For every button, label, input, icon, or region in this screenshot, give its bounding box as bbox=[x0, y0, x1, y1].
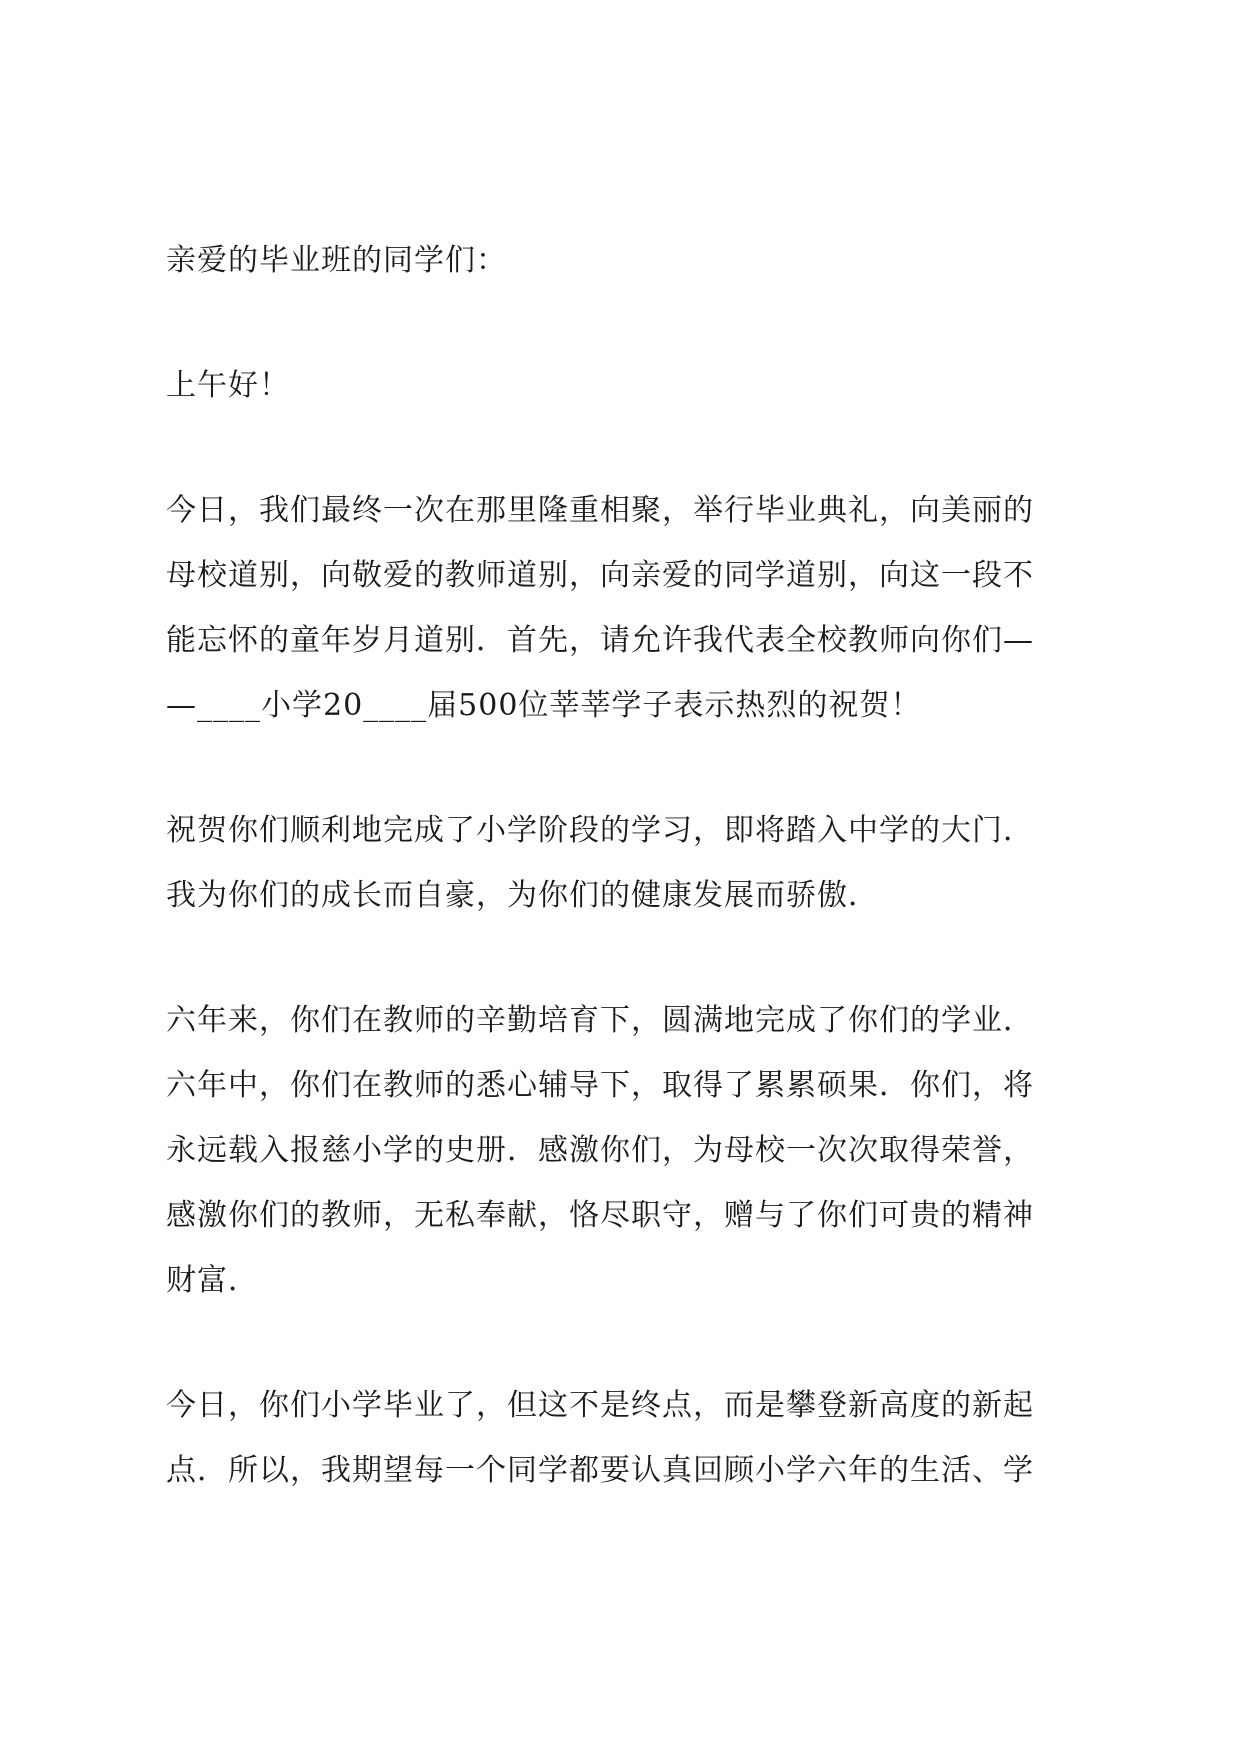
text-line: 今日，你们小学毕业了，但这不是终点，而是攀登新高度的新起 bbox=[166, 1388, 1034, 1423]
text-line: 母校道别，向敬爱的教师道别，向亲爱的同学道别，向这一段不 bbox=[166, 558, 1034, 593]
paragraph-gap bbox=[166, 418, 1096, 478]
paragraph-new-start bbox=[166, 1373, 1096, 1503]
paragraph-congratulations bbox=[166, 798, 1096, 928]
paragraph-gap bbox=[166, 293, 1096, 353]
text-line: 六年中，你们在教师的悉心辅导下，取得了累累硕果．你们，将 bbox=[166, 1068, 1034, 1103]
text-line: 永远载入报慈小学的史册．感激你们，为母校一次次取得荣誉， bbox=[166, 1133, 1034, 1168]
paragraph-farewell bbox=[166, 478, 1096, 738]
paragraph-gap bbox=[166, 928, 1096, 988]
paragraph-six-years bbox=[166, 988, 1096, 1313]
paragraph-gap bbox=[166, 1313, 1096, 1373]
text-line: 祝贺你们顺利地完成了小学阶段的学习，即将踏入中学的大门． bbox=[166, 813, 1034, 848]
greeting: 上午好！ bbox=[166, 368, 290, 403]
text-line: 感激你们的教师，无私奉献，恪尽职守，赠与了你们可贵的精神 bbox=[166, 1198, 1034, 1233]
paragraph-gap bbox=[166, 738, 1096, 798]
text-line: 能忘怀的童年岁月道别．首先，请允许我代表全校教师向你们— bbox=[166, 623, 1034, 658]
document-body bbox=[166, 228, 1096, 1503]
text-line: 财富． bbox=[166, 1263, 259, 1298]
text-line: 点．所以，我期望每一个同学都要认真回顾小学六年的生活、学 bbox=[166, 1453, 1034, 1488]
text-line: —____小学20____届500位莘莘学子表示热烈的祝贺！ bbox=[166, 688, 922, 723]
salutation: 亲爱的毕业班的同学们： bbox=[166, 243, 507, 278]
text-line: 今日，我们最终一次在那里隆重相聚，举行毕业典礼，向美丽的 bbox=[166, 493, 1034, 528]
text-line: 六年来，你们在教师的辛勤培育下，圆满地完成了你们的学业． bbox=[166, 1003, 1034, 1038]
text-line: 我为你们的成长而自豪，为你们的健康发展而骄傲． bbox=[166, 878, 879, 913]
